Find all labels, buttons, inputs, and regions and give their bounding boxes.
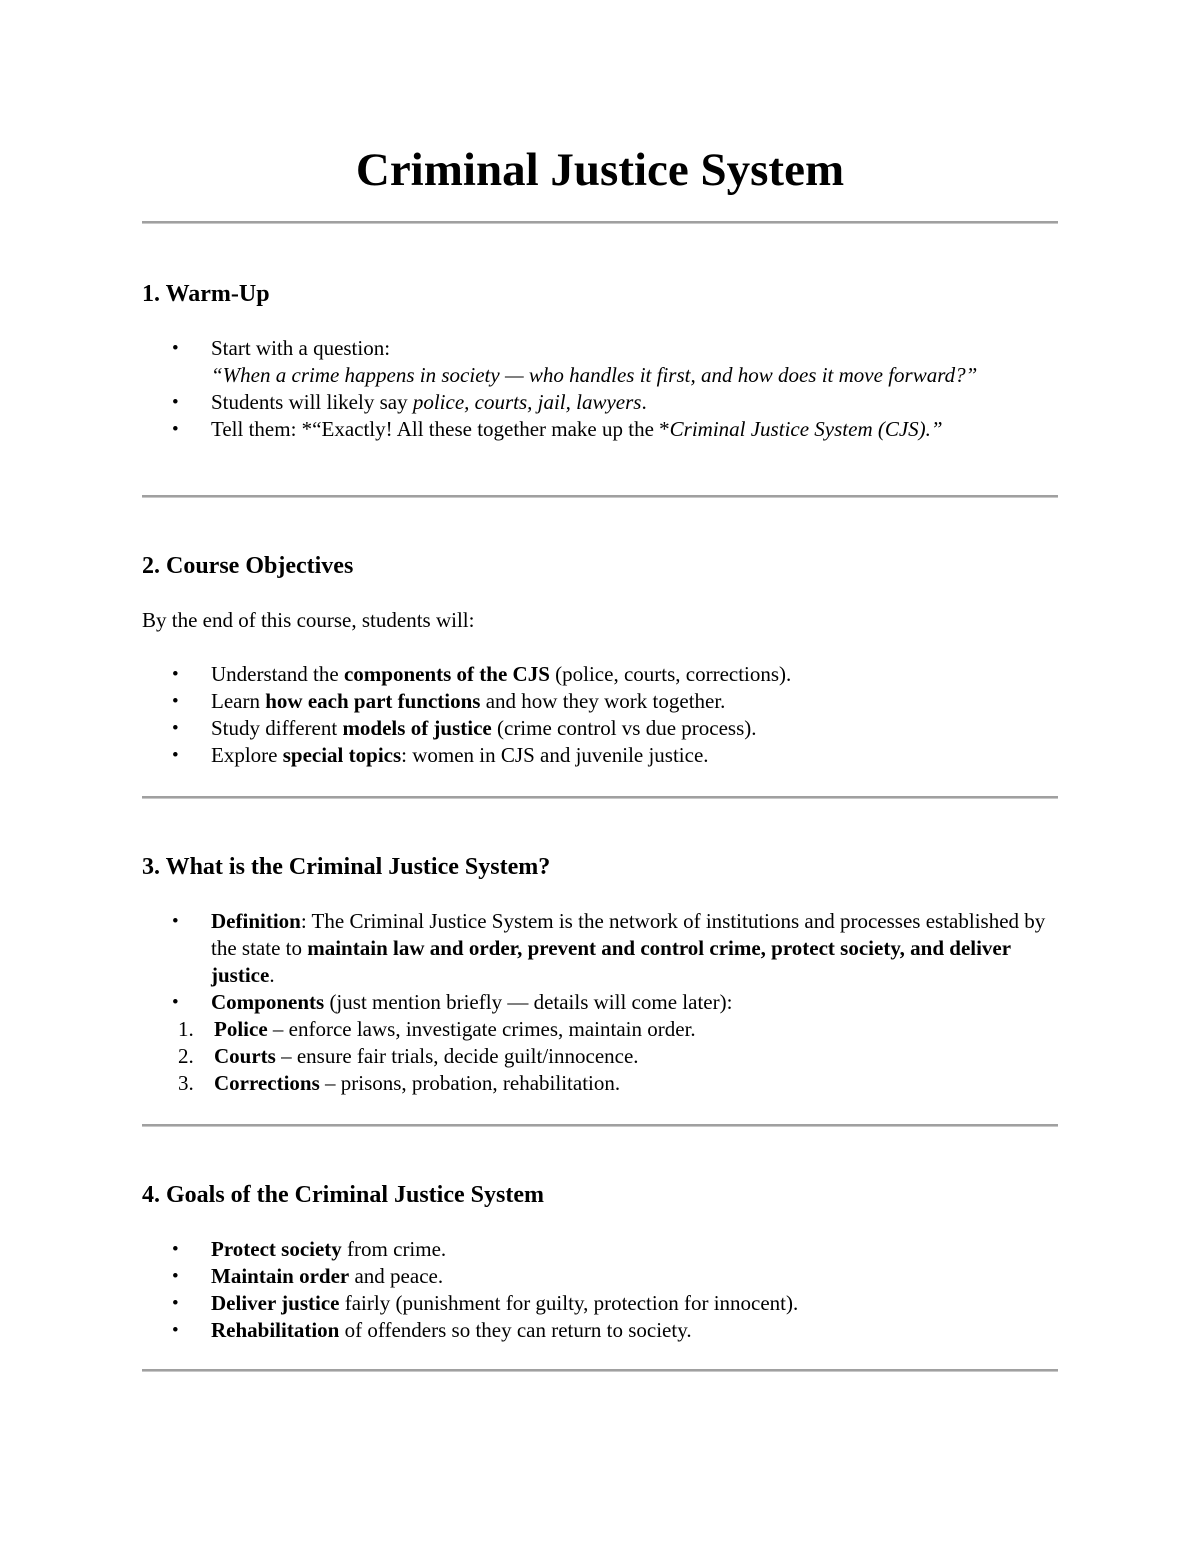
bullet-icon: •: [172, 1239, 179, 1260]
bullet-icon: •: [172, 419, 179, 440]
item-bold: Maintain order: [211, 1264, 350, 1288]
item-text: (crime control vs due process).: [491, 716, 757, 740]
objectives-lead: By the end of this course, students will:: [142, 608, 475, 632]
item-text: – ensure fair trials, decide guilt/innocence.: [275, 1044, 639, 1068]
item-italic: police, courts, jail, lawyers: [412, 390, 642, 414]
divider-5: [142, 1369, 1058, 1372]
item-text: of offenders so they can return to society.: [339, 1318, 692, 1342]
item-italic: Criminal Justice System (CJS).”: [669, 417, 943, 441]
item-text: : The Criminal Justice System is the network of institutions and processes established by the state to: [211, 909, 1046, 960]
section-heading-goals: 4. Goals of the Criminal Justice System: [142, 1182, 544, 1208]
item-text: from crime.: [341, 1237, 447, 1261]
item-text: Explore: [211, 743, 283, 767]
divider-1: [142, 221, 1058, 224]
section-objectives: [142, 552, 1058, 769]
warmup-list: [142, 335, 1058, 443]
section-heading-what-is-cjs: 3. What is the Criminal Justice System?: [142, 854, 551, 880]
section-warmup: [142, 280, 1058, 443]
bullet-icon: •: [172, 992, 179, 1013]
numbered-item: [142, 1070, 1058, 1097]
list-item-definition: [142, 908, 1058, 989]
list-item: [142, 1290, 1058, 1317]
list-item: [142, 1317, 1058, 1344]
section-what-is-cjs: [142, 853, 1058, 1097]
list-item: [142, 335, 1058, 389]
list-item: [142, 1263, 1058, 1290]
list-item: [142, 416, 1058, 443]
goals-list: [142, 1236, 1058, 1344]
page-title: Criminal Justice System: [355, 144, 845, 196]
section-heading-warmup: 1. Warm-Up: [142, 281, 270, 307]
bullet-icon: •: [172, 911, 179, 932]
item-bold: special topics: [282, 743, 402, 767]
item-text: .: [641, 390, 647, 414]
item-number: 2.: [178, 1044, 194, 1068]
numbered-item: [142, 1016, 1058, 1043]
divider-2: [142, 495, 1058, 498]
item-text: .: [269, 963, 275, 987]
item-bold: Components: [211, 990, 325, 1014]
item-text: Students will likely say: [211, 390, 413, 414]
item-text: Tell them: *“Exactly! All these together make up the *: [211, 417, 670, 441]
item-bold: components of the CJS: [343, 662, 550, 686]
item-text: fairly (punishment for guilty, protection for innocent).: [339, 1291, 799, 1315]
bullet-icon: •: [172, 745, 179, 766]
list-item: [142, 389, 1058, 416]
warmup-question-quote: “When a crime happens in society — who handles it first, and how does it move forward?”: [211, 363, 978, 387]
item-text: and peace.: [349, 1264, 444, 1288]
list-item: [142, 715, 1058, 742]
item-bold: Protect society: [211, 1237, 342, 1261]
item-text: – prisons, probation, rehabilitation.: [319, 1071, 621, 1095]
item-text: (police, courts, corrections).: [549, 662, 792, 686]
section-goals: [142, 1181, 1058, 1344]
bullet-icon: •: [172, 1266, 179, 1287]
divider-4: [142, 1124, 1058, 1127]
item-number: 1.: [178, 1017, 194, 1041]
bullet-icon: •: [172, 338, 179, 359]
item-text: : women in CJS and juvenile justice.: [401, 743, 709, 767]
item-text: Learn: [211, 689, 266, 713]
list-item: [142, 1236, 1058, 1263]
item-bold: Police: [214, 1017, 268, 1041]
bullet-icon: •: [172, 1293, 179, 1314]
list-item: [142, 661, 1058, 688]
objectives-list: [142, 661, 1058, 769]
item-text: and how they work together.: [480, 689, 726, 713]
divider-3: [142, 796, 1058, 799]
list-item: [142, 688, 1058, 715]
bullet-icon: •: [172, 1320, 179, 1341]
item-number: 3.: [178, 1071, 194, 1095]
item-bold: Deliver justice: [211, 1291, 340, 1315]
components-list: [142, 1016, 1058, 1097]
warmup-item-text: Start with a question:: [211, 336, 391, 360]
what-list: [142, 908, 1058, 1097]
item-bold: Courts: [214, 1044, 276, 1068]
bullet-icon: •: [172, 691, 179, 712]
bullet-icon: •: [172, 664, 179, 685]
bullet-icon: •: [172, 392, 179, 413]
item-bold: models of justice: [342, 716, 492, 740]
bullet-icon: •: [172, 718, 179, 739]
item-bold: Definition: [211, 909, 301, 933]
list-item-components: [142, 989, 1058, 1097]
item-bold: Rehabilitation: [211, 1318, 340, 1342]
list-item: [142, 742, 1058, 769]
item-bold: maintain law and order, prevent and control crime, protect society, and deliver justice: [211, 936, 1011, 987]
item-text: Study different: [211, 716, 343, 740]
numbered-item: [142, 1043, 1058, 1070]
item-bold: how each part functions: [265, 689, 481, 713]
item-text: (just mention briefly — details will come later):: [324, 990, 733, 1014]
item-bold: Corrections: [214, 1071, 320, 1095]
item-text: – enforce laws, investigate crimes, maintain order.: [267, 1017, 696, 1041]
section-heading-objectives: 2. Course Objectives: [142, 553, 354, 579]
item-text: Understand the: [211, 662, 344, 686]
